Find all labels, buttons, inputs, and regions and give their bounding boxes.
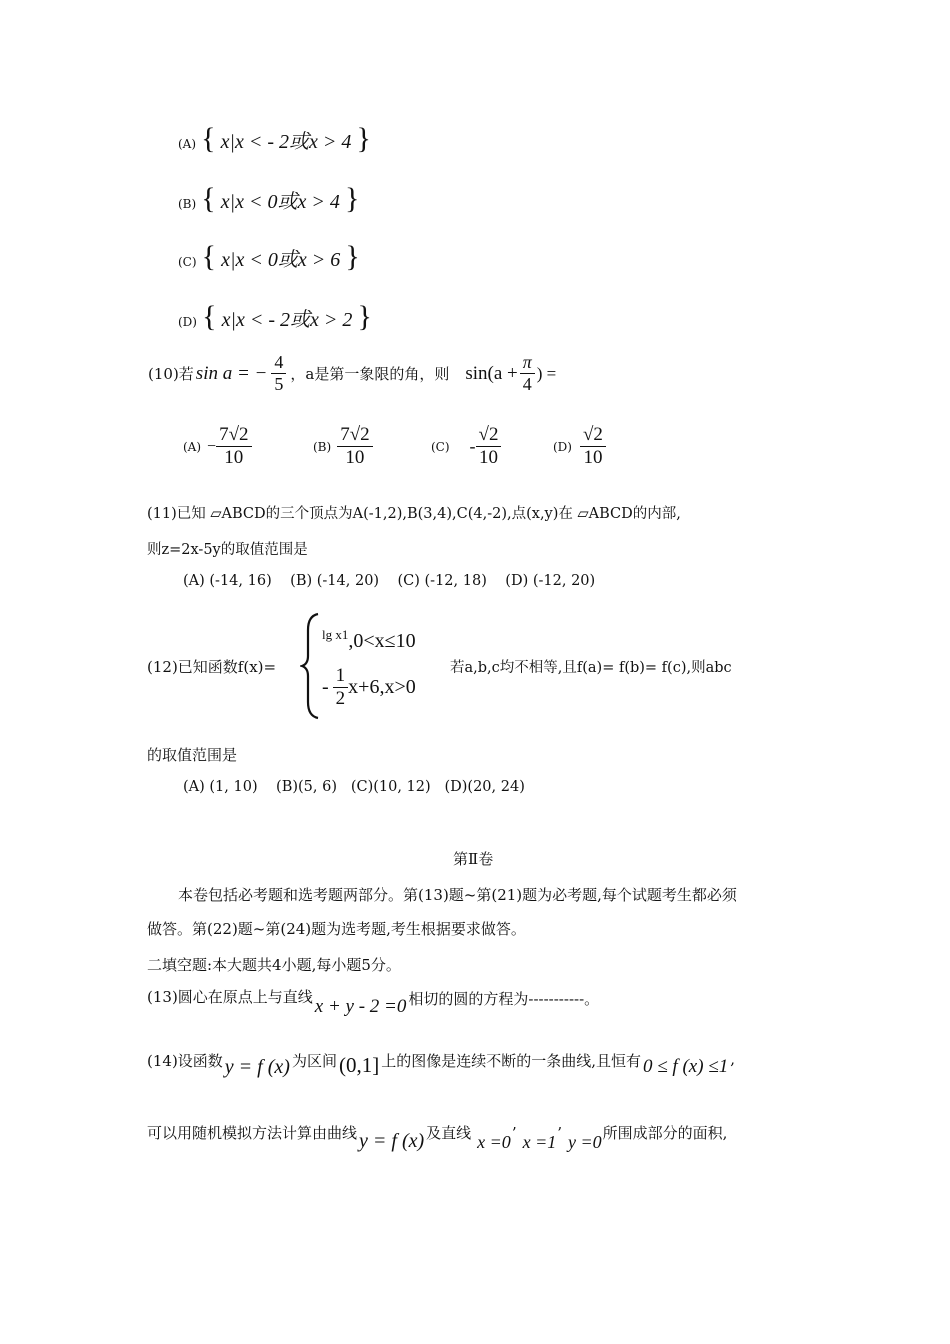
q9-option-c: (C) { x|x < 0或x > 6 } <box>178 240 360 273</box>
part2-intro-line2: 做答。第(22)题~第(24)题为选考题,考生根据要求做答。 <box>147 920 526 938</box>
q12-options: (A) (1, 10) (B)(5, 6) (C)(10, 12) (D)(20, 24) <box>183 779 525 795</box>
q9-option-b-expr: x|x < 0或x > 4 <box>220 191 340 213</box>
q9-option-a-expr: x|x < - 2或x > 4 <box>220 131 352 153</box>
q10-pi-fraction: $\frac{\pi}{4}$ <box>520 352 535 395</box>
q10-option-c: (C) - $\frac{√2}{10}$ <box>431 424 553 469</box>
q11-line1: (11)已知 ▱ABCD的三个顶点为A(-1,2),B(3,4),C(4,-2),点(x,y)在 ▱ABCD的内部, <box>147 506 681 522</box>
q12-line2: 的取值范围是 <box>147 746 238 764</box>
q10-stem: (10)若 sin a = − $\frac{4}{5}$ ，a是第一象限的角，则 sin(a + $\frac{\pi}{4}$ ) = <box>148 352 557 394</box>
q9-option-c-expr: x|x < 0或x > 6 <box>221 249 341 271</box>
q13: (13)圆心在原点上与直线 x + y - 2 =0 相切的圆的方程为-----------。 <box>147 988 600 1017</box>
q12-case1: lg x1 ,0<x≤10 <box>322 626 416 652</box>
part2-title: 第Ⅱ卷 <box>453 850 494 868</box>
q12-piecewise-brace <box>300 612 322 720</box>
q10-options <box>183 424 606 469</box>
q10-option-b: (B) $\frac{7√2}{10}$ <box>313 424 431 469</box>
q14-line1: (14)设函数 y = f (x) 为区间 (0,1] 上的图像是连续不断的一条曲线,且恒有 0 ≤ f (x) ≤1 , <box>147 1050 735 1078</box>
q9-option-d-expr: x|x < - 2或x > 2 <box>221 309 353 331</box>
q10-option-a: (A) − $\frac{7√2}{10}$ <box>183 424 313 469</box>
q12-suffix: 若a,b,c均不相等,且f(a)= f(b)= f(c),则abc <box>450 660 732 676</box>
q9-option-b: (B) { x|x < 0或x > 4 } <box>178 182 360 215</box>
q14-line2: 可以用随机模拟方法计算由曲线 y = f (x) 及直线 x =0 ’ x =1 ’ y =0 所围成部分的面积, <box>147 1124 728 1152</box>
q12-prefix: (12)已知函数f(x)= <box>147 658 277 676</box>
q13-line-equation: x + y - 2 =0 <box>314 996 407 1017</box>
q9-option-d: (D) { x|x < - 2或x > 2 } <box>178 300 372 333</box>
q11-options: (A) (-14, 16) (B) (-14, 20) (C) (-12, 18) (D) (-12, 20) <box>183 573 596 589</box>
section-heading: 二填空题:本大题共4小题,每小题5分。 <box>147 956 401 974</box>
q10-option-d: (D) $\frac{√2}{10}$ <box>553 424 606 469</box>
q9-option-a: (A) { x|x < - 2或x > 4 } <box>178 122 371 155</box>
part2-intro-line1: 本卷包括必考题和选考题两部分。第(13)题~第(21)题为必考题,每个试题考生都必须 <box>178 886 737 904</box>
q12-case2: - $\frac{1}{2}$ x+6,x>0 <box>322 665 416 709</box>
q11-line2: 则z=2x-5y的取值范围是 <box>147 542 308 558</box>
q10-fraction: $\frac{4}{5}$ <box>271 352 286 395</box>
